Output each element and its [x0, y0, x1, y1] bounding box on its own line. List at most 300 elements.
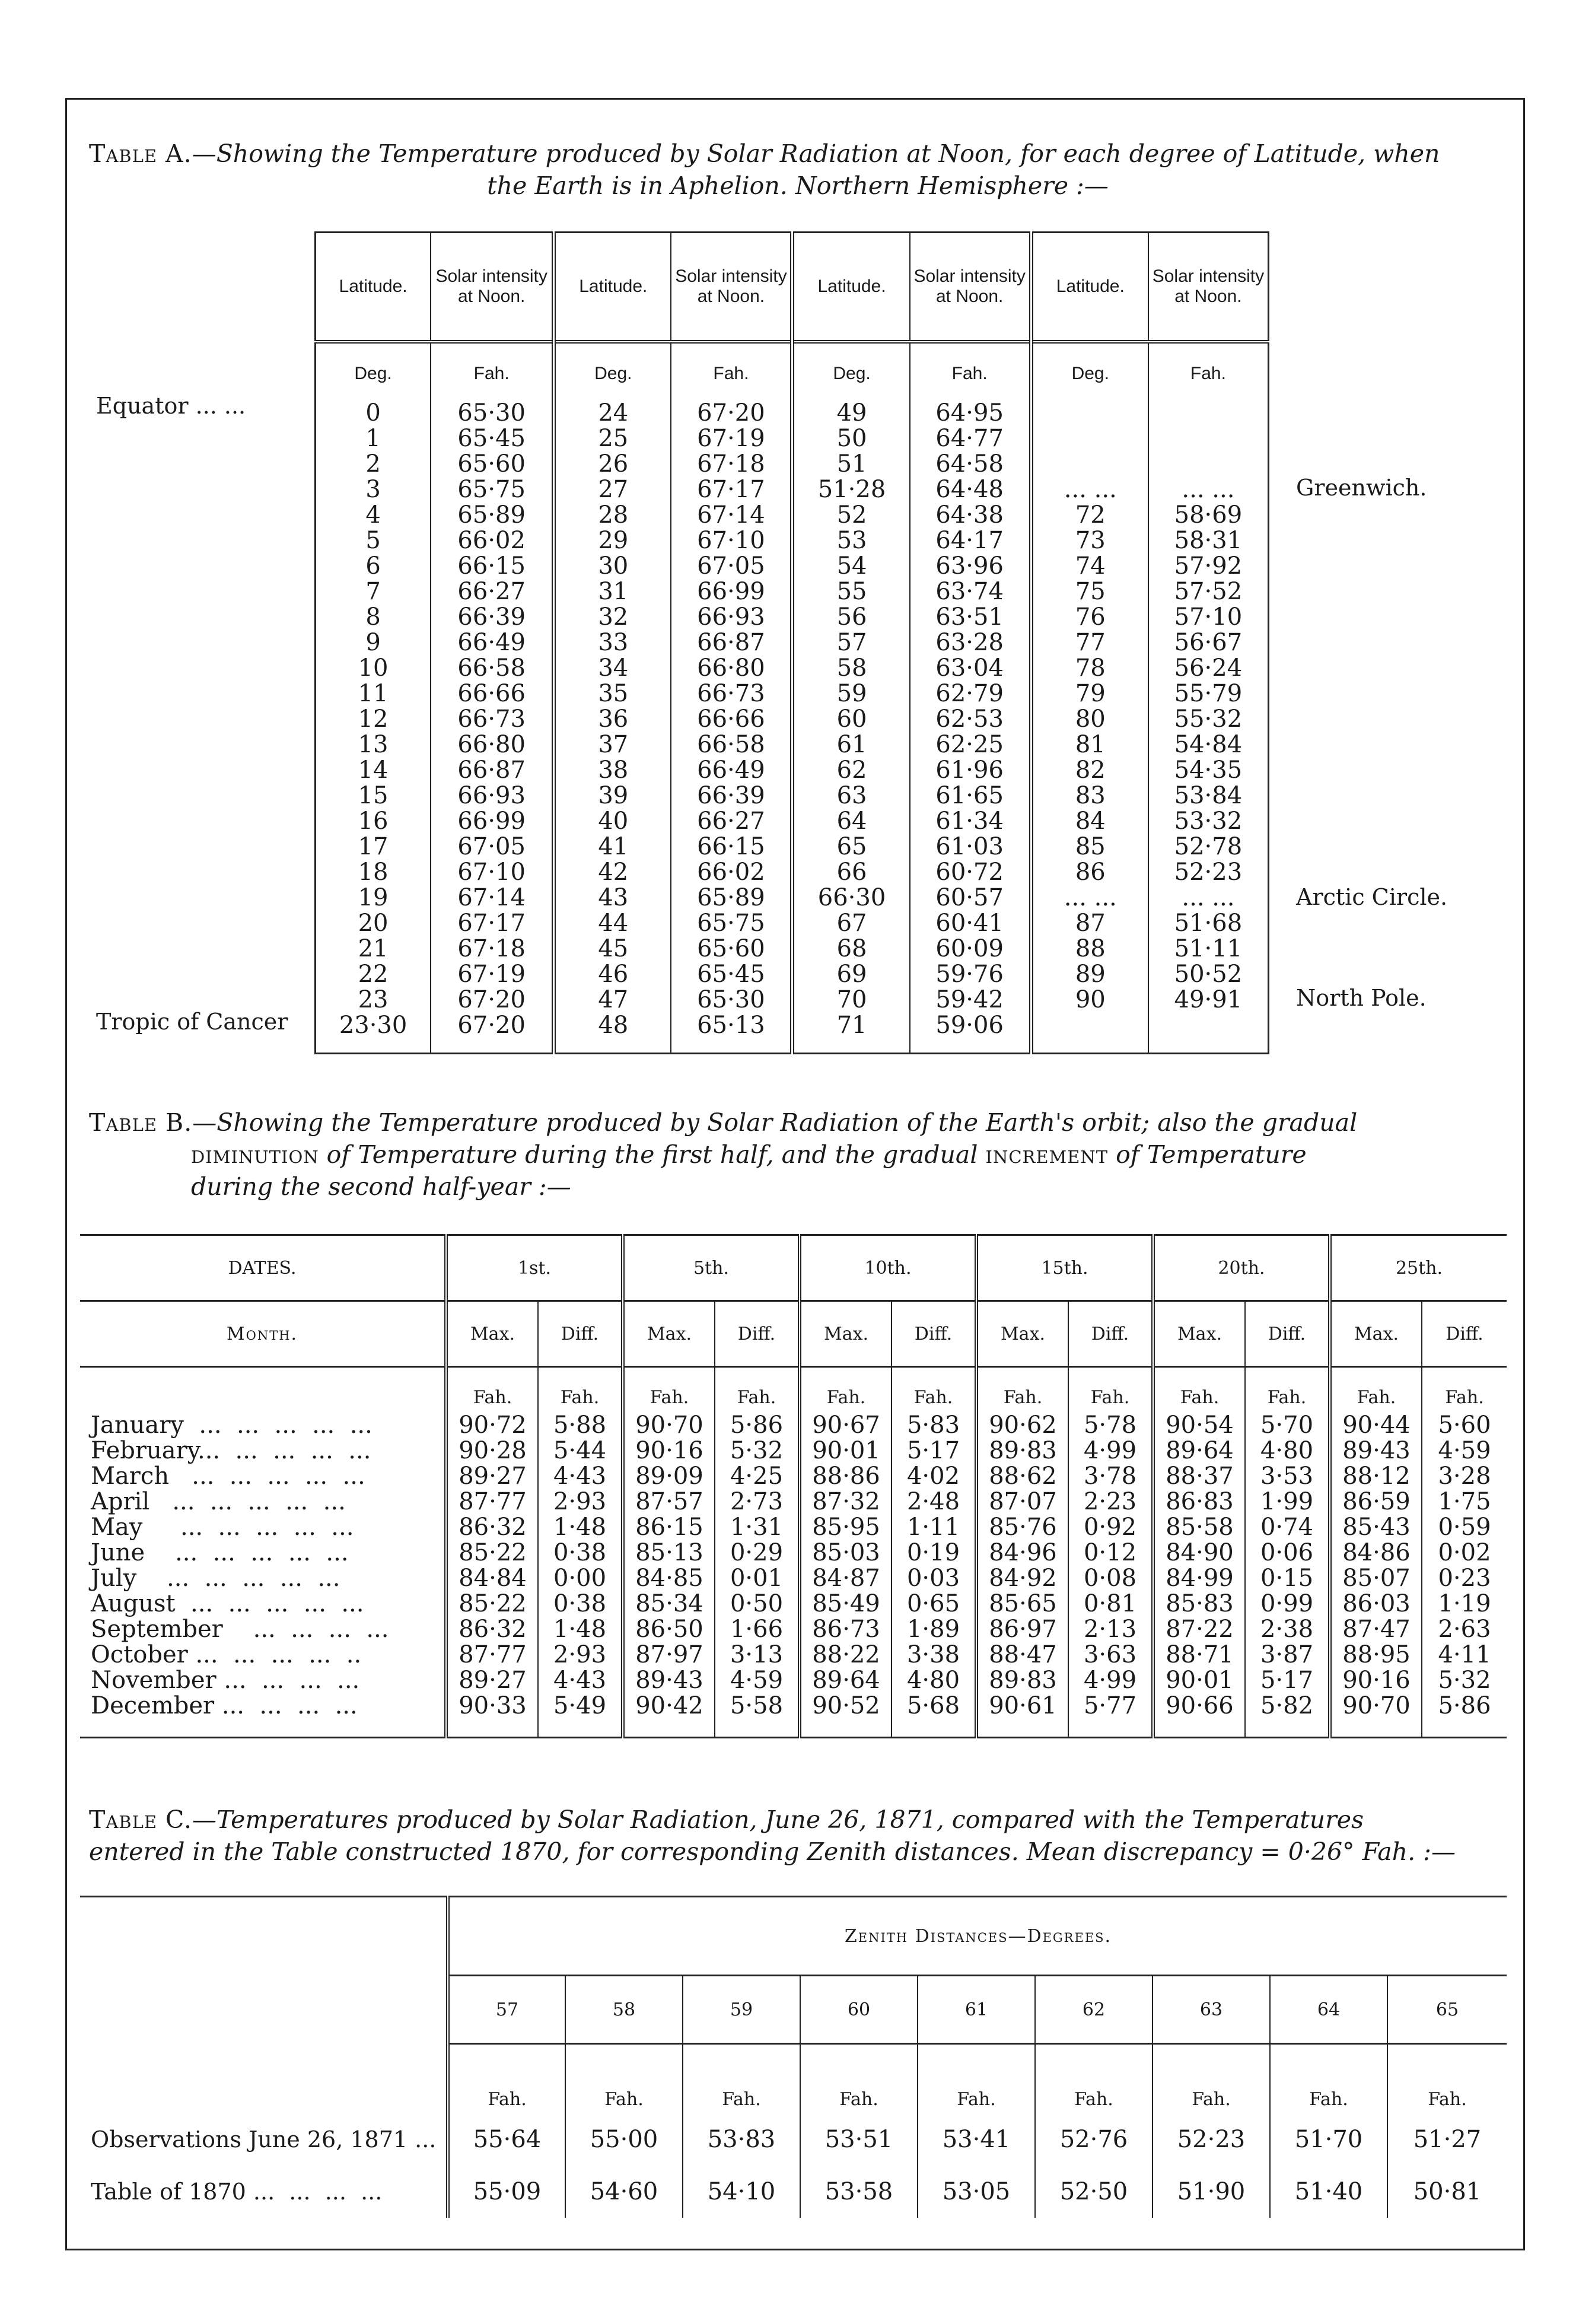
max-cell: 89·64	[1153, 1438, 1245, 1464]
temperature-cell: 54·10	[683, 2166, 800, 2218]
intensity-cell: 66·39	[671, 783, 792, 809]
intensity-cell: 60·41	[910, 911, 1032, 936]
diff-cell: 5·86	[1422, 1693, 1507, 1719]
intensity-cell: 64·17	[910, 528, 1032, 554]
latitude-cell: 4	[316, 503, 431, 528]
month-cell: July ... ... ... ... ...	[91, 1565, 340, 1592]
latitude-cell: 19	[316, 885, 431, 911]
latitude-cell: 29	[554, 528, 671, 554]
caption-increment: increment	[985, 1140, 1109, 1169]
diff-cell: 5·82	[1245, 1693, 1330, 1719]
zenith-distance-header: 61	[918, 1976, 1035, 2044]
max-cell: 90·62	[976, 1413, 1068, 1438]
intensity-cell: 66·73	[671, 681, 792, 707]
table-row	[316, 656, 1269, 681]
latitude-cell: 9	[316, 630, 431, 656]
intensity-cell: 63·74	[910, 579, 1032, 605]
intensity-cell: 67·14	[431, 885, 554, 911]
temperature-cell: 53·51	[800, 2113, 918, 2166]
latitude-cell: 2	[316, 452, 431, 477]
intensity-cell: 67·20	[671, 400, 792, 426]
month-header: Month.	[80, 1301, 446, 1367]
temperature-cell: 54·60	[565, 2166, 683, 2218]
max-cell: 90·67	[800, 1413, 892, 1438]
day-header: 10th.	[800, 1235, 976, 1301]
max-cell: 87·47	[1330, 1617, 1422, 1642]
max-cell: 89·83	[976, 1668, 1068, 1693]
latitude-cell	[1031, 1013, 1148, 1038]
max-cell: 84·84	[446, 1566, 538, 1591]
diff-cell: 0·29	[715, 1540, 800, 1566]
intensity-cell: 51·11	[1174, 935, 1243, 962]
temperature-cell: 55·09	[448, 2166, 565, 2218]
caption-diminution: diminution	[191, 1140, 319, 1169]
table-row	[80, 1617, 1507, 1642]
diff-cell: 3·53	[1245, 1464, 1330, 1489]
latitude-cell: 64	[792, 809, 910, 834]
unit-fah: Fah.	[1422, 1367, 1507, 1413]
intensity-cell: 65·60	[431, 452, 554, 477]
intensity-cell: 66·73	[431, 707, 554, 732]
latitude-cell: 47	[554, 987, 671, 1013]
temperature-cell: 51·27	[1387, 2113, 1507, 2166]
intensity-cell: 60·57	[910, 885, 1032, 911]
latitude-cell: 40	[554, 809, 671, 834]
max-cell: 86·97	[976, 1617, 1068, 1642]
latitude-cell: 11	[316, 681, 431, 707]
month-cell: October ... ... ... ... ..	[91, 1641, 362, 1668]
max-header: Max.	[1153, 1301, 1245, 1367]
latitude-cell: 51	[792, 452, 910, 477]
diff-cell: 1·48	[538, 1515, 623, 1540]
max-cell: 85·03	[800, 1540, 892, 1566]
max-cell: 89·64	[800, 1668, 892, 1693]
diff-cell: 0·50	[715, 1591, 800, 1617]
max-cell: 84·96	[976, 1540, 1068, 1566]
table-row	[316, 860, 1269, 885]
table-a	[314, 231, 1269, 1054]
max-header: Max.	[623, 1301, 715, 1367]
intensity-cell: 67·17	[431, 911, 554, 936]
zenith-distance-header: 60	[800, 1976, 918, 2044]
latitude-cell: 57	[792, 630, 910, 656]
latitude-cell: 79	[1031, 681, 1148, 707]
month-cell: April ... ... ... ... ...	[91, 1488, 346, 1515]
intensity-cell: 57·92	[1174, 552, 1243, 580]
unit-fah: Fah.	[800, 1367, 892, 1413]
latitude-cell: 89	[1031, 962, 1148, 987]
latitude-cell: 34	[554, 656, 671, 681]
month-cell: November ... ... ... ...	[91, 1667, 360, 1694]
max-cell: 87·07	[976, 1489, 1068, 1515]
table-row	[80, 1566, 1507, 1591]
diff-cell: 5·58	[715, 1693, 800, 1719]
max-header: Max.	[976, 1301, 1068, 1367]
intensity-cell: 67·20	[431, 1013, 554, 1038]
latitude-cell: 72	[1031, 503, 1148, 528]
max-cell: 90·33	[446, 1693, 538, 1719]
intensity-cell: 56·67	[1174, 629, 1243, 656]
units-row	[80, 1367, 1507, 1413]
intensity-cell: 63·51	[910, 605, 1032, 630]
table-c-caption	[89, 1804, 1507, 1868]
intensity-cell: 67·18	[671, 452, 792, 477]
max-cell: 90·01	[800, 1438, 892, 1464]
unit-fah: Fah.	[448, 2044, 565, 2114]
max-cell: 84·87	[800, 1566, 892, 1591]
row-label: Table of 1870 ... ... ... ...	[91, 2179, 383, 2205]
header-latitude: Latitude.	[1031, 233, 1148, 342]
header-latitude: Latitude.	[554, 233, 671, 342]
latitude-cell: 25	[554, 426, 671, 452]
temperature-cell: 52·50	[1035, 2166, 1153, 2218]
intensity-cell: 63·04	[910, 656, 1032, 681]
table-row	[80, 1591, 1507, 1617]
zenith-header: Zenith Distances—Degrees.	[448, 1897, 1507, 1976]
max-cell: 90·70	[1330, 1693, 1422, 1719]
table-row	[316, 962, 1269, 987]
table-row	[316, 630, 1269, 656]
diff-cell: 0·81	[1068, 1591, 1153, 1617]
latitude-cell: 83	[1031, 783, 1148, 809]
latitude-cell: 78	[1031, 656, 1148, 681]
max-cell: 90·16	[1330, 1668, 1422, 1693]
latitude-cell: 68	[792, 936, 910, 962]
diff-cell: 2·23	[1068, 1489, 1153, 1515]
intensity-cell: 59·06	[910, 1013, 1032, 1038]
diff-cell: 4·25	[715, 1464, 800, 1489]
table-c-caption-line1: —Temperatures produced by Solar Radiation, June 26, 1871, compared with the Temperatures	[192, 1805, 1364, 1834]
table-row	[316, 987, 1269, 1013]
day-header: 5th.	[623, 1235, 800, 1301]
max-cell: 90·42	[623, 1693, 715, 1719]
unit-fah: Fah.	[976, 1367, 1068, 1413]
diff-cell: 2·73	[715, 1489, 800, 1515]
intensity-cell: 54·35	[1174, 756, 1243, 784]
month-cell: September ... ... ... ...	[91, 1616, 389, 1643]
max-cell: 86·32	[446, 1617, 538, 1642]
diff-cell: 0·15	[1245, 1566, 1330, 1591]
diff-cell: 0·74	[1245, 1515, 1330, 1540]
latitude-cell: 22	[316, 962, 431, 987]
max-cell: 89·43	[1330, 1438, 1422, 1464]
latitude-cell: 70	[792, 987, 910, 1013]
diff-cell: 4·80	[1245, 1438, 1330, 1464]
day-header: 15th.	[976, 1235, 1153, 1301]
unit-fah: Fah.	[623, 1367, 715, 1413]
diff-header: Diff.	[1245, 1301, 1330, 1367]
diff-cell: 4·99	[1068, 1438, 1153, 1464]
intensity-cell: 61·65	[910, 783, 1032, 809]
latitude-cell: 48	[554, 1013, 671, 1038]
latitude-cell	[1031, 426, 1148, 452]
latitude-cell: 13	[316, 732, 431, 758]
intensity-cell: 66·66	[431, 681, 554, 707]
diff-cell: 4·02	[892, 1464, 976, 1489]
table-row	[316, 783, 1269, 809]
latitude-cell: 65	[792, 834, 910, 860]
latitude-cell: 12	[316, 707, 431, 732]
zenith-distance-header: 64	[1270, 1976, 1387, 2044]
latitude-cell: 51·28	[792, 477, 910, 503]
diff-cell: 3·87	[1245, 1642, 1330, 1668]
latitude-cell	[1031, 400, 1148, 426]
diff-header: Diff.	[538, 1301, 623, 1367]
diff-cell: 0·00	[538, 1566, 623, 1591]
latitude-cell: 10	[316, 656, 431, 681]
latitude-cell: 41	[554, 834, 671, 860]
table-row	[316, 936, 1269, 962]
diff-cell: 5·86	[715, 1413, 800, 1438]
diff-cell: 0·06	[1245, 1540, 1330, 1566]
intensity-cell: 53·84	[1174, 782, 1243, 809]
intensity-cell: 59·76	[910, 962, 1032, 987]
intensity-cell: 62·53	[910, 707, 1032, 732]
intensity-cell: 62·79	[910, 681, 1032, 707]
table-row	[316, 758, 1269, 783]
max-cell: 90·01	[1153, 1668, 1245, 1693]
header-latitude: Latitude.	[316, 233, 431, 342]
max-cell: 86·50	[623, 1617, 715, 1642]
intensity-cell: 55·32	[1174, 705, 1243, 733]
latitude-cell: 38	[554, 758, 671, 783]
max-cell: 86·83	[1153, 1489, 1245, 1515]
max-cell: 85·13	[623, 1540, 715, 1566]
unit-fah: Fah.	[1153, 1367, 1245, 1413]
table-row	[80, 1438, 1507, 1464]
latitude-cell: 21	[316, 936, 431, 962]
intensity-cell: 66·99	[671, 579, 792, 605]
latitude-cell: 35	[554, 681, 671, 707]
diff-cell: 5·83	[892, 1413, 976, 1438]
temperature-cell: 53·05	[918, 2166, 1035, 2218]
table-row	[80, 1642, 1507, 1668]
max-cell: 87·57	[623, 1489, 715, 1515]
intensity-cell: 65·89	[431, 503, 554, 528]
intensity-cell: 58·31	[1174, 527, 1243, 554]
table-row	[316, 503, 1269, 528]
diff-cell: 3·78	[1068, 1464, 1153, 1489]
intensity-cell: 51·68	[1174, 910, 1243, 937]
intensity-cell: 61·96	[910, 758, 1032, 783]
max-cell: 85·65	[976, 1591, 1068, 1617]
intensity-cell: 66·02	[431, 528, 554, 554]
intensity-cell: 63·28	[910, 630, 1032, 656]
diff-cell: 5·78	[1068, 1413, 1153, 1438]
temperature-cell: 50·81	[1387, 2166, 1507, 2218]
temperature-cell: 51·90	[1153, 2166, 1270, 2218]
latitude-cell: 90	[1031, 987, 1148, 1013]
intensity-cell: 56·24	[1174, 654, 1243, 682]
table-b-caption-line1: —Showing the Temperature produced by Solar Radiation of the Earth's orbit; also the gradual	[192, 1108, 1358, 1137]
latitude-cell: 42	[554, 860, 671, 885]
latitude-cell: 69	[792, 962, 910, 987]
max-cell: 88·37	[1153, 1464, 1245, 1489]
latitude-cell: 43	[554, 885, 671, 911]
header-solar-intensity: Solar intensity at Noon.	[910, 233, 1032, 342]
unit-deg: Deg.	[792, 342, 910, 386]
table-row	[316, 834, 1269, 860]
diff-cell: 2·93	[538, 1642, 623, 1668]
latitude-cell: 1	[316, 426, 431, 452]
intensity-cell: 67·18	[431, 936, 554, 962]
max-cell: 90·54	[1153, 1413, 1245, 1438]
dates-header: DATES.	[80, 1235, 446, 1301]
diff-header: Diff.	[892, 1301, 976, 1367]
max-cell: 85·22	[446, 1591, 538, 1617]
label-arctic-circle: Arctic Circle.	[1296, 884, 1448, 910]
latitude-cell: 49	[792, 400, 910, 426]
latitude-cell: 74	[1031, 554, 1148, 579]
latitude-cell: 61	[792, 732, 910, 758]
diff-cell: 1·19	[1422, 1591, 1507, 1617]
diff-cell: 0·59	[1422, 1515, 1507, 1540]
diff-cell: 4·59	[1422, 1438, 1507, 1464]
table-a-caption	[89, 138, 1507, 202]
intensity-cell: 65·60	[671, 936, 792, 962]
table-row	[80, 2166, 1507, 2218]
max-cell: 85·43	[1330, 1515, 1422, 1540]
latitude-cell: 55	[792, 579, 910, 605]
units-row	[316, 342, 1269, 386]
latitude-cell: 32	[554, 605, 671, 630]
max-cell: 89·83	[976, 1438, 1068, 1464]
diff-cell: 1·75	[1422, 1489, 1507, 1515]
max-cell: 84·99	[1153, 1566, 1245, 1591]
table-c-label: Table C.	[89, 1805, 193, 1834]
intensity-cell: 59·42	[910, 987, 1032, 1013]
unit-fah: Fah.	[715, 1367, 800, 1413]
intensity-cell: 58·69	[1174, 501, 1243, 529]
diff-header: Diff.	[1422, 1301, 1507, 1367]
intensity-cell: 67·19	[431, 962, 554, 987]
intensity-cell: 67·20	[431, 987, 554, 1013]
intensity-cell: 66·49	[431, 630, 554, 656]
max-cell: 89·09	[623, 1464, 715, 1489]
diff-cell: 5·60	[1422, 1413, 1507, 1438]
latitude-cell: 81	[1031, 732, 1148, 758]
diff-cell: 0·03	[892, 1566, 976, 1591]
unit-fah: Fah.	[1270, 2044, 1387, 2114]
table-row	[316, 809, 1269, 834]
intensity-cell: 66·15	[671, 834, 792, 860]
max-cell: 86·73	[800, 1617, 892, 1642]
intensity-cell: 64·58	[910, 452, 1032, 477]
table-row	[80, 1515, 1507, 1540]
intensity-cell: 67·05	[671, 554, 792, 579]
intensity-cell: 63·96	[910, 554, 1032, 579]
max-cell: 88·12	[1330, 1464, 1422, 1489]
max-cell: 89·43	[623, 1668, 715, 1693]
latitude-cell: 59	[792, 681, 910, 707]
diff-cell: 2·93	[538, 1489, 623, 1515]
max-cell: 88·47	[976, 1642, 1068, 1668]
max-cell: 85·76	[976, 1515, 1068, 1540]
intensity-cell: 65·45	[431, 426, 554, 452]
latitude-cell: 75	[1031, 579, 1148, 605]
max-cell: 90·28	[446, 1438, 538, 1464]
max-cell: 86·03	[1330, 1591, 1422, 1617]
latitude-cell: 36	[554, 707, 671, 732]
diff-cell: 5·77	[1068, 1693, 1153, 1719]
diff-cell: 5·70	[1245, 1413, 1330, 1438]
day-header: 1st.	[446, 1235, 623, 1301]
temperature-cell: 55·00	[565, 2113, 683, 2166]
unit-fah: Fah.	[1068, 1367, 1153, 1413]
intensity-cell: 66·93	[671, 605, 792, 630]
diff-header: Diff.	[1068, 1301, 1153, 1367]
unit-deg: Deg.	[554, 342, 671, 386]
unit-deg: Deg.	[1031, 342, 1148, 386]
latitude-cell: 54	[792, 554, 910, 579]
unit-fah: Fah.	[910, 342, 1032, 386]
zenith-distance-header: 57	[448, 1976, 565, 2044]
intensity-cell: 50·52	[1174, 961, 1243, 988]
max-header: Max.	[800, 1301, 892, 1367]
intensity-cell: 65·75	[671, 911, 792, 936]
latitude-cell: 87	[1031, 911, 1148, 936]
intensity-cell: 57·10	[1174, 603, 1243, 631]
intensity-cell: 66·15	[431, 554, 554, 579]
temperature-cell: 55·64	[448, 2113, 565, 2166]
diff-cell: 0·38	[538, 1591, 623, 1617]
diff-cell: 5·32	[715, 1438, 800, 1464]
table-row	[80, 1668, 1507, 1693]
intensity-cell: 67·10	[671, 528, 792, 554]
latitude-cell: 66	[792, 860, 910, 885]
unit-fah: Fah.	[446, 1367, 538, 1413]
latitude-cell: 58	[792, 656, 910, 681]
units-row	[80, 2044, 1507, 2114]
latitude-cell: 14	[316, 758, 431, 783]
latitude-cell: 28	[554, 503, 671, 528]
max-cell: 85·58	[1153, 1515, 1245, 1540]
latitude-cell: 67	[792, 911, 910, 936]
intensity-cell: 64·77	[910, 426, 1032, 452]
temperature-cell: 52·76	[1035, 2113, 1153, 2166]
intensity-cell: 60·72	[910, 860, 1032, 885]
intensity-cell: 67·14	[671, 503, 792, 528]
intensity-cell: 64·48	[910, 477, 1032, 503]
table-b-caption-line3: during the second half-year :—	[191, 1172, 571, 1201]
latitude-cell: 5	[316, 528, 431, 554]
diff-cell: 4·99	[1068, 1668, 1153, 1693]
table-row	[316, 1013, 1269, 1038]
latitude-cell: 82	[1031, 758, 1148, 783]
latitude-cell: 37	[554, 732, 671, 758]
table-row	[316, 911, 1269, 936]
month-cell: May ... ... ... ... ...	[91, 1514, 354, 1541]
unit-fah: Fah.	[1190, 364, 1226, 383]
latitude-cell: 27	[554, 477, 671, 503]
table-row	[316, 554, 1269, 579]
month-cell: June ... ... ... ... ...	[91, 1539, 349, 1566]
diff-cell: 0·65	[892, 1591, 976, 1617]
temperature-cell: 53·41	[918, 2113, 1035, 2166]
table-row	[80, 1464, 1507, 1489]
latitude-cell: 16	[316, 809, 431, 834]
month-cell: February... ... ... ... ...	[91, 1437, 371, 1464]
latitude-cell: 80	[1031, 707, 1148, 732]
max-cell: 87·77	[446, 1489, 538, 1515]
latitude-cell: 23·30	[316, 1013, 431, 1038]
intensity-cell: 66·27	[671, 809, 792, 834]
diff-cell: 1·11	[892, 1515, 976, 1540]
diff-cell: 4·43	[538, 1464, 623, 1489]
diff-cell: 0·19	[892, 1540, 976, 1566]
latitude-cell: 71	[792, 1013, 910, 1038]
latitude-cell: 33	[554, 630, 671, 656]
